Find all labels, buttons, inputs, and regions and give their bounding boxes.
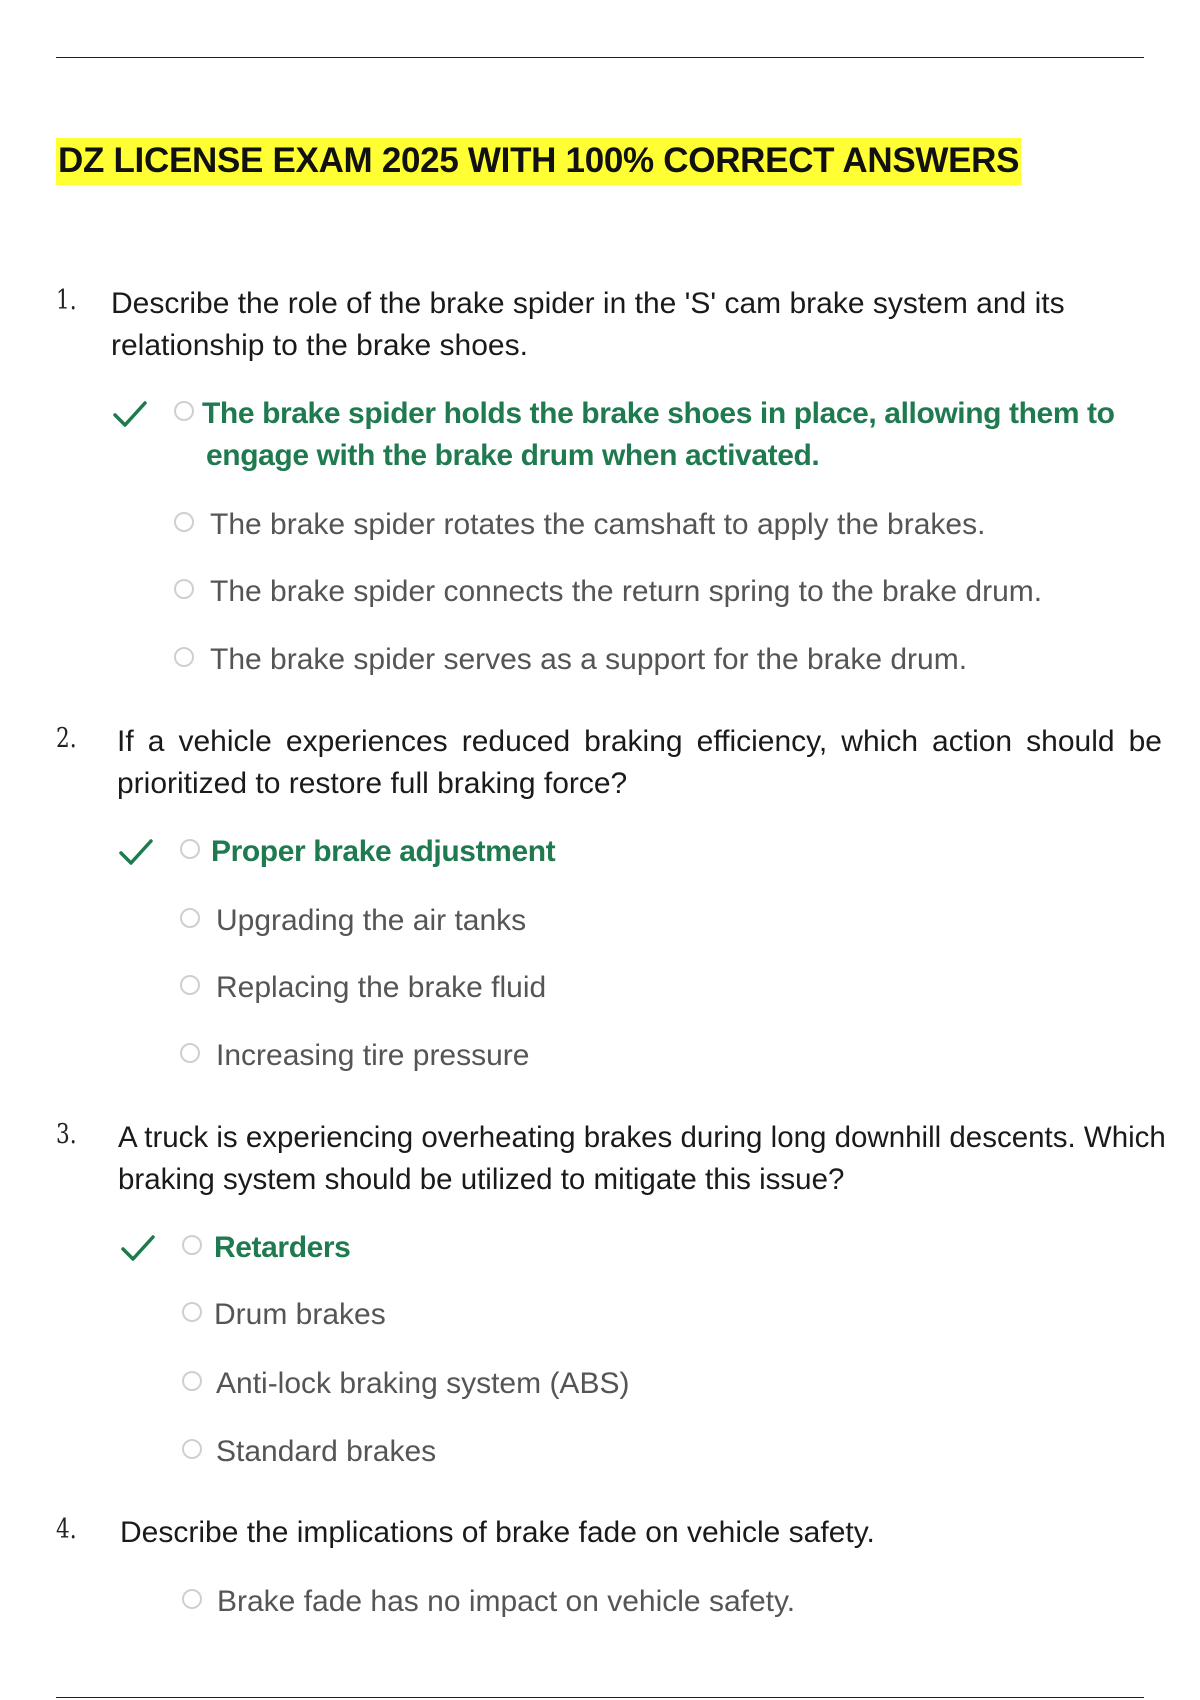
top-rule [56, 57, 1144, 58]
option-text: Standard brakes [216, 1435, 437, 1468]
checkmark-icon [120, 1233, 156, 1263]
question-text: Describe the implications of brake fade on vehicle safety. [120, 1516, 875, 1549]
radio-icon[interactable] [182, 1302, 202, 1322]
option-text: Replacing the brake fluid [216, 971, 547, 1004]
option-text: Retarders [214, 1231, 351, 1264]
checkmark-icon [118, 837, 154, 867]
radio-icon[interactable] [180, 1043, 200, 1063]
radio-icon[interactable] [174, 647, 194, 667]
question-number: 2. [56, 723, 77, 754]
option-correct[interactable] [56, 393, 1144, 472]
question-number: 1. [56, 285, 77, 316]
question-text: Describe the role of the brake spider in the 'S' cam brake system and its relationship to the brake shoes. [111, 287, 1065, 362]
option-text: The brake spider holds the brake shoes in place, allowing them to engage with the brake drum when activated. [202, 397, 1115, 472]
option-text: Proper brake adjustment [211, 835, 556, 868]
option-text: Brake fade has no impact on vehicle safety. [217, 1585, 796, 1618]
question-number: 4. [56, 1514, 77, 1545]
option-text: The brake spider rotates the camshaft to apply the brakes. [210, 508, 986, 541]
radio-icon[interactable] [174, 579, 194, 599]
page-title: DZ LICENSE EXAM 2025 WITH 100% CORRECT ANSWERS [56, 138, 1021, 185]
option-text: Increasing tire pressure [216, 1039, 530, 1072]
option-text: The brake spider connects the return spring to the brake drum. [210, 575, 1043, 608]
radio-icon[interactable] [182, 1235, 202, 1255]
radio-icon[interactable] [180, 975, 200, 995]
checkmark-icon [112, 399, 148, 429]
option-text: Drum brakes [214, 1298, 386, 1331]
radio-icon[interactable] [182, 1371, 202, 1391]
question-number: 3. [56, 1119, 77, 1150]
radio-icon[interactable] [182, 1589, 202, 1609]
radio-icon[interactable] [174, 401, 194, 421]
bottom-rule [56, 1697, 1144, 1698]
radio-icon[interactable] [182, 1439, 202, 1459]
option-text: Anti-lock braking system (ABS) [216, 1367, 630, 1400]
option-text: The brake spider serves as a support for the brake drum. [210, 643, 968, 676]
question-text: A truck is experiencing overheating brakes during long downhill descents. Which braking system should be utilized to mitigate this issue? [118, 1121, 1166, 1196]
radio-icon[interactable] [180, 908, 200, 928]
question-text: If a vehicle experiences reduced braking efficiency, which action should be prioritized to restore full braking force? [117, 725, 1162, 800]
radio-icon[interactable] [174, 512, 194, 532]
option-text: Upgrading the air tanks [216, 904, 527, 937]
radio-icon[interactable] [180, 839, 200, 859]
